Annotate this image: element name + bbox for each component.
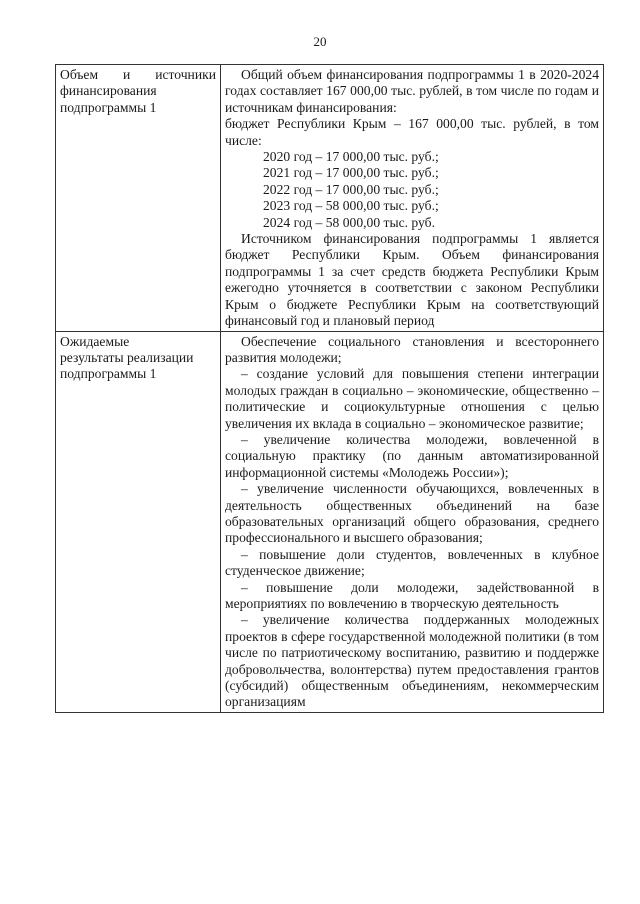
financing-source-paragraph: Источником финансирования подпрограммы 1 является бюджет Республики Крым. Объем финансирования подпрограммы 1 за счет средств бюджета Республики Крым ежегодно уточняется в соответствии с законом Республики Крым о бюджете Республики Крым на соответствующий финансовый год и плановый период [225,231,599,329]
financing-label-line: Объем и источники [60,67,216,82]
results-list-item: – увеличение количества поддержанных молодежных проектов в сфере государственной молодежной политики (в том числе по патриотическому воспитанию, развитию и поддержке добровольчества, волонтерства) путем предоставления грантов (субсидий) общественным объединениям, некоммерческим организациям [225,612,599,710]
table-row-results [56,331,604,712]
page-number: 20 [313,34,327,49]
financing-label-line: подпрограммы 1 [60,99,157,115]
financing-year-line: 2021 год – 17 000,00 тыс. руб.; [263,165,439,181]
passport-table [55,64,604,713]
results-list-item: – увеличение численности обучающихся, вовлеченных в деятельность общественных объединений на базе образовательных организаций общего образования, среднего профессионального и высшего образования; [225,481,599,546]
results-label-cell [56,331,221,712]
financing-year-line: 2022 год – 17 000,00 тыс. руб.; [263,181,439,197]
results-value-cell [221,331,604,712]
financing-budget-paragraph: бюджет Республики Крым – 167 000,00 тыс. рублей, в том числе: [225,116,599,148]
results-list-item: – повышение доли студентов, вовлеченных в клубное студенческое движение; [225,546,599,579]
financing-label-cell [56,65,221,332]
results-label-line: Ожидаемые [60,333,130,349]
financing-year-line: 2020 год – 17 000,00 тыс. руб.; [263,149,439,165]
table-row-financing [56,65,604,332]
results-list-item: – повышение доли молодежи, задействованной в мероприятиях по вовлечению в творческую деятельность [225,579,599,611]
results-list-item: – увеличение количества молодежи, вовлеченной в социальную практику (по данным автоматизированной информационной системы «Молодежь России»); [225,431,599,480]
financing-total-paragraph: Общий объем финансирования подпрограммы 1 в 2020-2024 годах составляет 167 000,00 тыс. рублей, в том числе по годам и источникам финансирования: [225,67,599,115]
results-label-line: результаты реализации [60,349,194,365]
financing-label-line: финансирования [60,83,157,99]
financing-value-cell [221,65,604,332]
results-label-line: подпрограммы 1 [60,366,157,382]
results-list-item: – создание условий для повышения степени интеграции молодых граждан в социально – экономические, общественно – политические и социокультурные отношения с целью увеличения их вклада в социально – экономическое развитие; [225,366,599,431]
results-paragraph: Обеспечение социального становления и всестороннего развития молодежи; [225,333,599,365]
financing-year-line: 2023 год – 58 000,00 тыс. руб.; [263,198,439,214]
financing-year-line: 2024 год – 58 000,00 тыс. руб. [263,214,435,230]
